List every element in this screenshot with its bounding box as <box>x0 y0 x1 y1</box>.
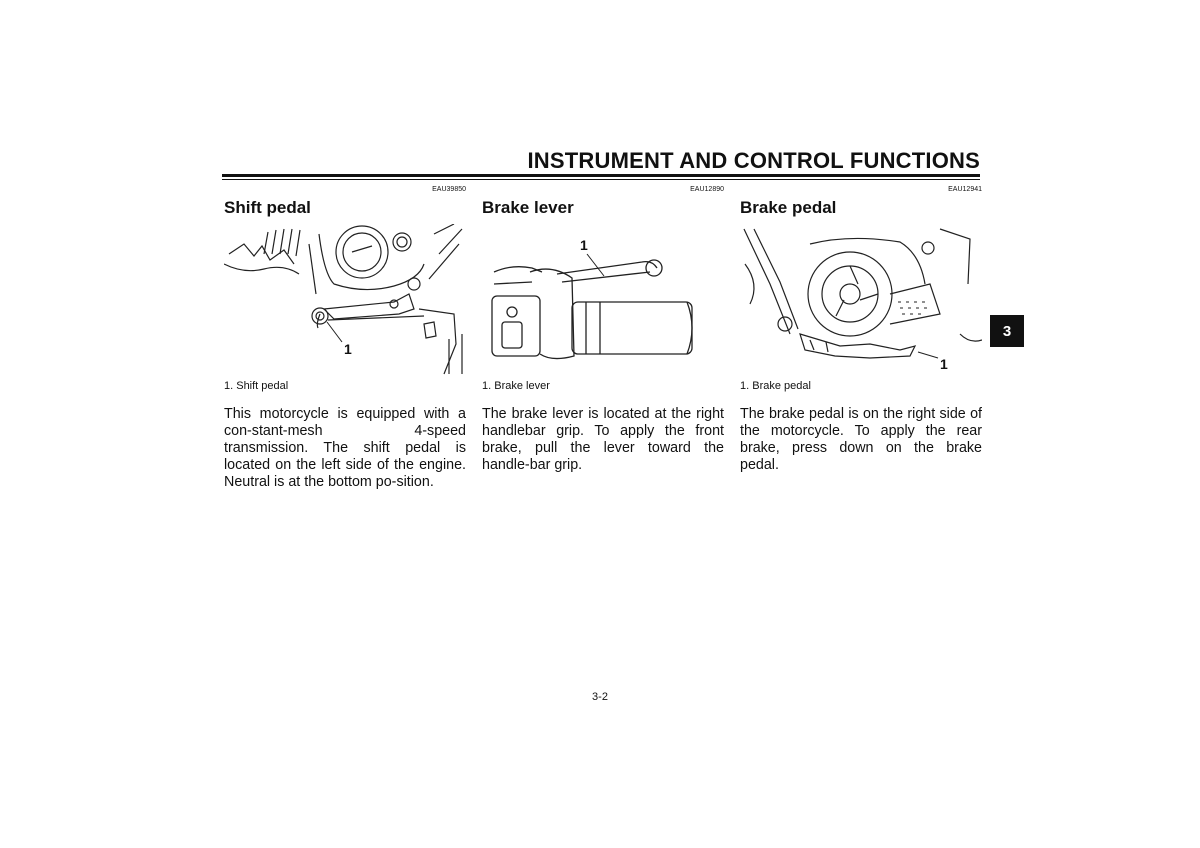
figure-callout: 1 <box>344 341 352 357</box>
figure-caption: 1. Shift pedal <box>224 380 289 392</box>
shift-pedal-illustration <box>224 224 466 376</box>
section-code: EAU12941 <box>948 186 982 193</box>
section-title: Brake pedal <box>740 198 837 217</box>
section-title: Shift pedal <box>224 198 311 217</box>
figure-callout: 1 <box>940 356 948 372</box>
figure-callout: 1 <box>580 237 588 253</box>
section-title: Brake lever <box>482 198 574 217</box>
brake-pedal-illustration <box>740 224 982 376</box>
figure-caption: 1. Brake pedal <box>740 380 811 392</box>
section-shift-pedal <box>224 186 466 491</box>
section-body: The brake lever is located at the right handlebar grip. To apply the front brake, pull the lever toward the handle-bar grip. <box>482 406 724 473</box>
page-number: 3-2 <box>592 691 608 703</box>
section-brake-lever <box>482 186 724 474</box>
section-code: EAU39850 <box>432 186 466 193</box>
header-rule-thin <box>222 179 980 180</box>
figure-caption: 1. Brake lever <box>482 380 550 392</box>
section-body: This motorcycle is equipped with a con-stant-mesh 4-speed transmission. The shift pedal is located on the left side of the engine. Neutral is at the bottom po-sition. <box>224 406 466 490</box>
header-title: INSTRUMENT AND CONTROL FUNCTIONS <box>527 148 980 173</box>
brake-lever-illustration <box>482 224 724 376</box>
section-brake-pedal <box>740 186 982 474</box>
section-code: EAU12890 <box>690 186 724 193</box>
chapter-tab: 3 <box>990 315 1024 347</box>
header-rule-thick <box>222 174 980 177</box>
section-body: The brake pedal is on the right side of the motorcycle. To apply the rear brake, press down on the brake pedal. <box>740 406 982 473</box>
